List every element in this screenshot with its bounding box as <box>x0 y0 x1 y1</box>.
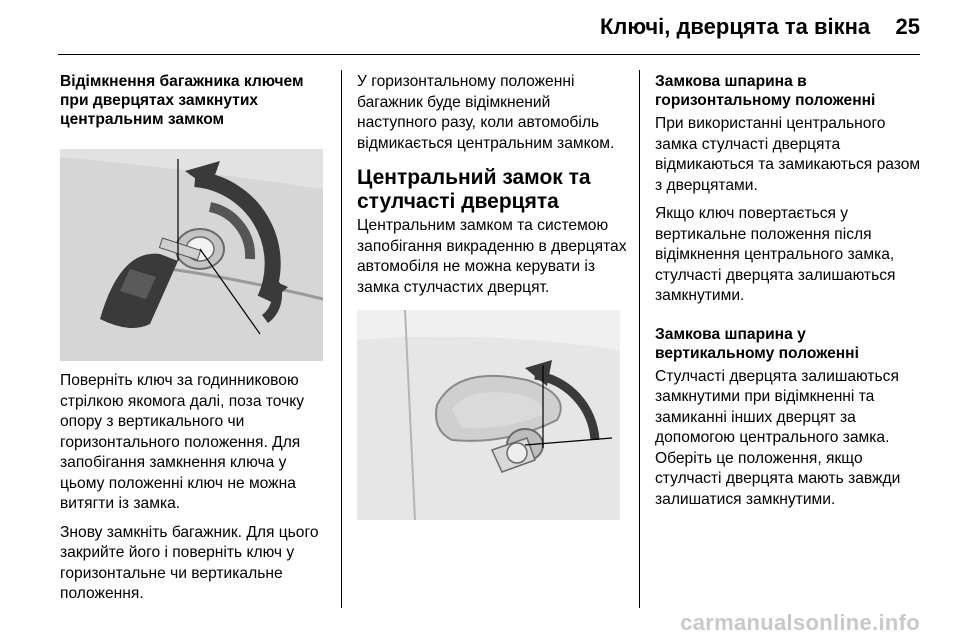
column-3 <box>655 72 925 518</box>
section-heading-horizontal-slot: Замкова шпарина в горизонтальному положенні <box>655 73 876 109</box>
column-divider-1 <box>341 70 342 608</box>
rear-door-lock-illustration <box>357 310 620 520</box>
section-heading-central-lock: Центральний замок та стулчасті дверцята <box>357 166 591 213</box>
header-rule <box>58 54 920 55</box>
page-title: Ключі, дверцята та вікна <box>600 14 871 39</box>
column-2 <box>357 72 627 520</box>
page-number: 25 <box>895 14 920 39</box>
paragraph-vertical-turn: Якщо ключ повертається у вертикальне положення після відімкнення центрального замка, стулчасті дверцята залишаються замкнутими. <box>655 205 896 304</box>
paragraph-central-lock: Центральним замком та системою запобігання викраденню в дверцятах автомобіля не можна керувати із замка стулчастих дверцят. <box>357 217 627 296</box>
paragraph-horizontal-position: У горизонтальному положенні багажник буде відімкнений наступного разу, коли автомобіль відмикається центральним замком. <box>357 73 615 152</box>
watermark: carmanualsonline.info <box>680 610 920 635</box>
paragraph-central-lock-use: При використанні центрального замка стулчасті дверцята відмикаються та замикаються разом з дверцятами. <box>655 115 921 194</box>
column-divider-2 <box>639 70 640 608</box>
trunk-lock-illustration <box>60 149 323 361</box>
section-heading-vertical-slot: Замкова шпарина у вертикальному положенні <box>655 325 859 362</box>
column-1 <box>60 72 328 613</box>
paragraph-turn-key: Поверніть ключ за годинниковою стрілкою якомога далі, поза точку опору з вертикального чи горизонтального положення. Для запобігання замкнення ключа у цьому положенні ключ не можна витягти із замка. <box>60 372 305 512</box>
paragraph-stay-locked: Стулчасті дверцята залишаються замкнутими при відімкненні та замиканні інших дверцят за допомогою центрального замка. Оберіть це положення, якщо стулчасті дверцята мають завжди залишатися замкнутими. <box>655 367 901 508</box>
paragraph-lock-trunk: Знову замкніть багажник. Для цього закрийте його і поверніть ключ у горизонтальне чи вертикальне положення. <box>60 523 319 602</box>
section-heading-trunk: Відімкнення багажника ключем при дверцятах замкнутих центральним замком <box>60 73 304 128</box>
